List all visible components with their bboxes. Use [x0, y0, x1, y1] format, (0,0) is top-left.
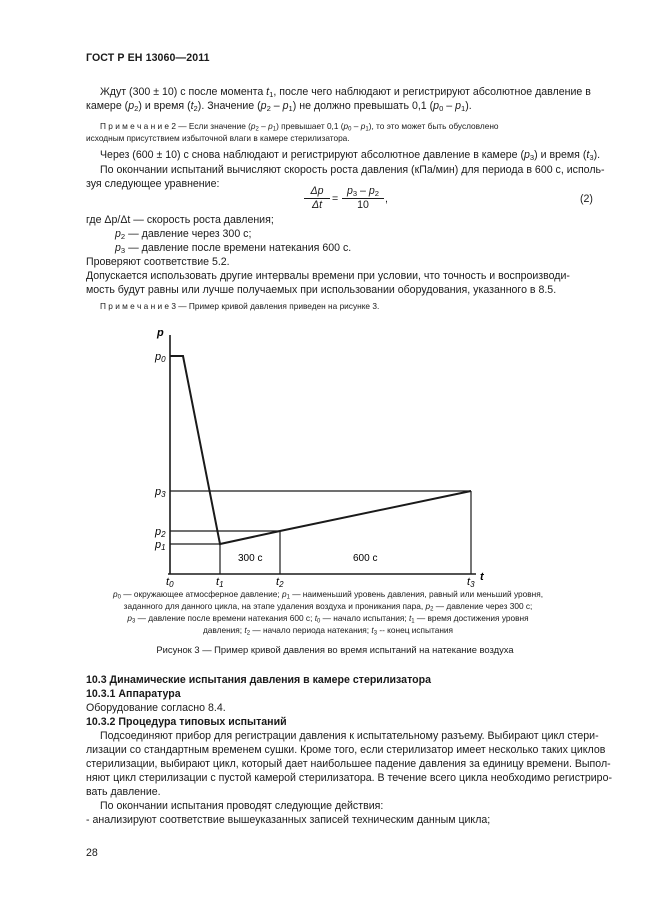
paragraph-wait-300-cont: камере $(p_2)$ и время $(t_2)$. Значение $(p_2 - p_1)$ не должно превышать 0,1 $(p_0 - p_1)$.	[86, 100, 472, 113]
legend-line-3: $p_3$ — давление после времени натекания 600 с; $t_0$ — начало испытания; $t_1$ — время достижения уровня	[127, 613, 529, 625]
equipment-text: Оборудование согласно 8.4.	[86, 702, 226, 714]
where-rate: где Δp/Δt — скорость роста давления;	[86, 214, 274, 226]
procedure-line-4: няют цикл стерилизации с пустой камерой стерилизатора. В течение всего цикла необходимо регистриро-	[86, 772, 612, 784]
page-number: 28	[86, 847, 98, 859]
allow-paragraph: Допускается использовать другие интервалы времени при условии, что точность и воспроизводи-	[86, 270, 570, 282]
pressure-curve-chart	[140, 323, 500, 588]
annotation-600s: 600 с	[353, 553, 378, 564]
y-tick-p2: p2	[155, 526, 166, 539]
section-10-3-1-heading: 10.3.1 Аппаратура	[86, 688, 181, 700]
x-tick-t3: t3	[467, 576, 475, 588]
paragraph-wait-300: Ждут (300 ± 10) с после момента $t_1$, после чего наблюдают и регистрируют абсолютное давление в	[100, 86, 591, 99]
x-tick-t0: t0	[166, 576, 174, 588]
note-2-cont: исходным присутствием избыточной влаги в камере стерилизатора.	[86, 133, 350, 143]
where-p3: $p_3$ — давление после времени натекания 600 с.	[115, 242, 352, 255]
equation-comma: ,	[385, 193, 388, 205]
annotation-300s: 300 с	[238, 553, 263, 564]
y-axis-label: p	[157, 327, 164, 339]
legend-line-1: $p_0$ — окружающее атмосферное давление; $p_1$ — наименьший уровень давления, равный или меньший уровня,	[112, 589, 544, 601]
procedure-after-test: По окончании испытания проводят следующие действия:	[100, 800, 384, 812]
pressure-curve-line	[170, 356, 471, 544]
procedure-analyze: - анализируют соответствие вышеуказанных записей техническим данным цикла;	[86, 814, 491, 826]
equation-lhs: $\frac{\Delta p}{\Delta t}$	[304, 185, 330, 212]
y-tick-p3: p3	[155, 486, 166, 499]
allow-paragraph-cont: мость будут равны или лучше получаемых при использовании оборудования, указанного в 8.5.	[86, 284, 557, 296]
where-p2: $p_2$ — давление через 300 с;	[115, 228, 252, 241]
y-tick-p0: p0	[155, 351, 166, 364]
procedure-line-2: лизации со стандартным временем сушки. Кроме того, если стерилизатор имеет несколько таких циклов	[86, 744, 606, 756]
legend-line-4: давления; $t_2$ — начало периода натекания; $t_3$ -- конец испытания	[202, 625, 454, 637]
equation-equals: =	[332, 193, 339, 205]
procedure-line-3: стерилизации, выбирают цикл, который дает наибольшее падение давления за единицу времени. Выпол-	[86, 758, 611, 770]
equation-rhs: $\frac{p_3 - p_2}{10}$	[342, 185, 384, 212]
x-axis-label: t	[480, 571, 484, 583]
section-10-3-2-heading: 10.3.2 Процедура типовых испытаний	[86, 716, 287, 728]
paragraph-rate: По окончании испытаний вычисляют скорость роста давления (кПа/мин) для периода в 600 с, исполь-	[100, 164, 605, 176]
section-10-3-heading: 10.3 Динамические испытания давления в камере стерилизатора	[86, 674, 431, 686]
procedure-line-1: Подсоединяют прибор для регистрации давления к испытательному разъему. Выбирают цикл стери-	[100, 730, 599, 742]
x-tick-t2: t2	[276, 576, 284, 588]
note-3: П р и м е ч а н и е 3 — Пример кривой давления приведен на рисунке 3.	[100, 301, 380, 311]
figure-caption: Рисунок 3 — Пример кривой давления во время испытаний на натекание воздуха	[156, 644, 514, 655]
y-tick-p1: p1	[155, 539, 166, 552]
procedure-line-5: вать давление.	[86, 786, 161, 798]
equation-number: (2)	[580, 193, 593, 205]
paragraph-rate-cont: зуя следующее уравнение:	[86, 178, 220, 190]
x-tick-t1: t1	[216, 576, 224, 588]
legend-line-2: заданного для данного цикла, на этапе удаления воздуха и проникания пара, $p_2$ — давление через 300 с;	[123, 601, 533, 613]
paragraph-wait-600: Через (600 ± 10) с снова наблюдают и регистрируют абсолютное давление в камере $(p_3)$ и время $(t_3)$.	[100, 149, 601, 162]
note-2: П р и м е ч а н и е 2 — Если значение $(p_2 - p_1)$ превышает 0,1 $(p_0 - p_1)$, то это может быть обусловлено	[100, 121, 499, 133]
check-5-2: Проверяют соответствие 5.2.	[86, 256, 230, 268]
document-header: ГОСТ Р ЕН 13060—2011	[86, 52, 210, 64]
